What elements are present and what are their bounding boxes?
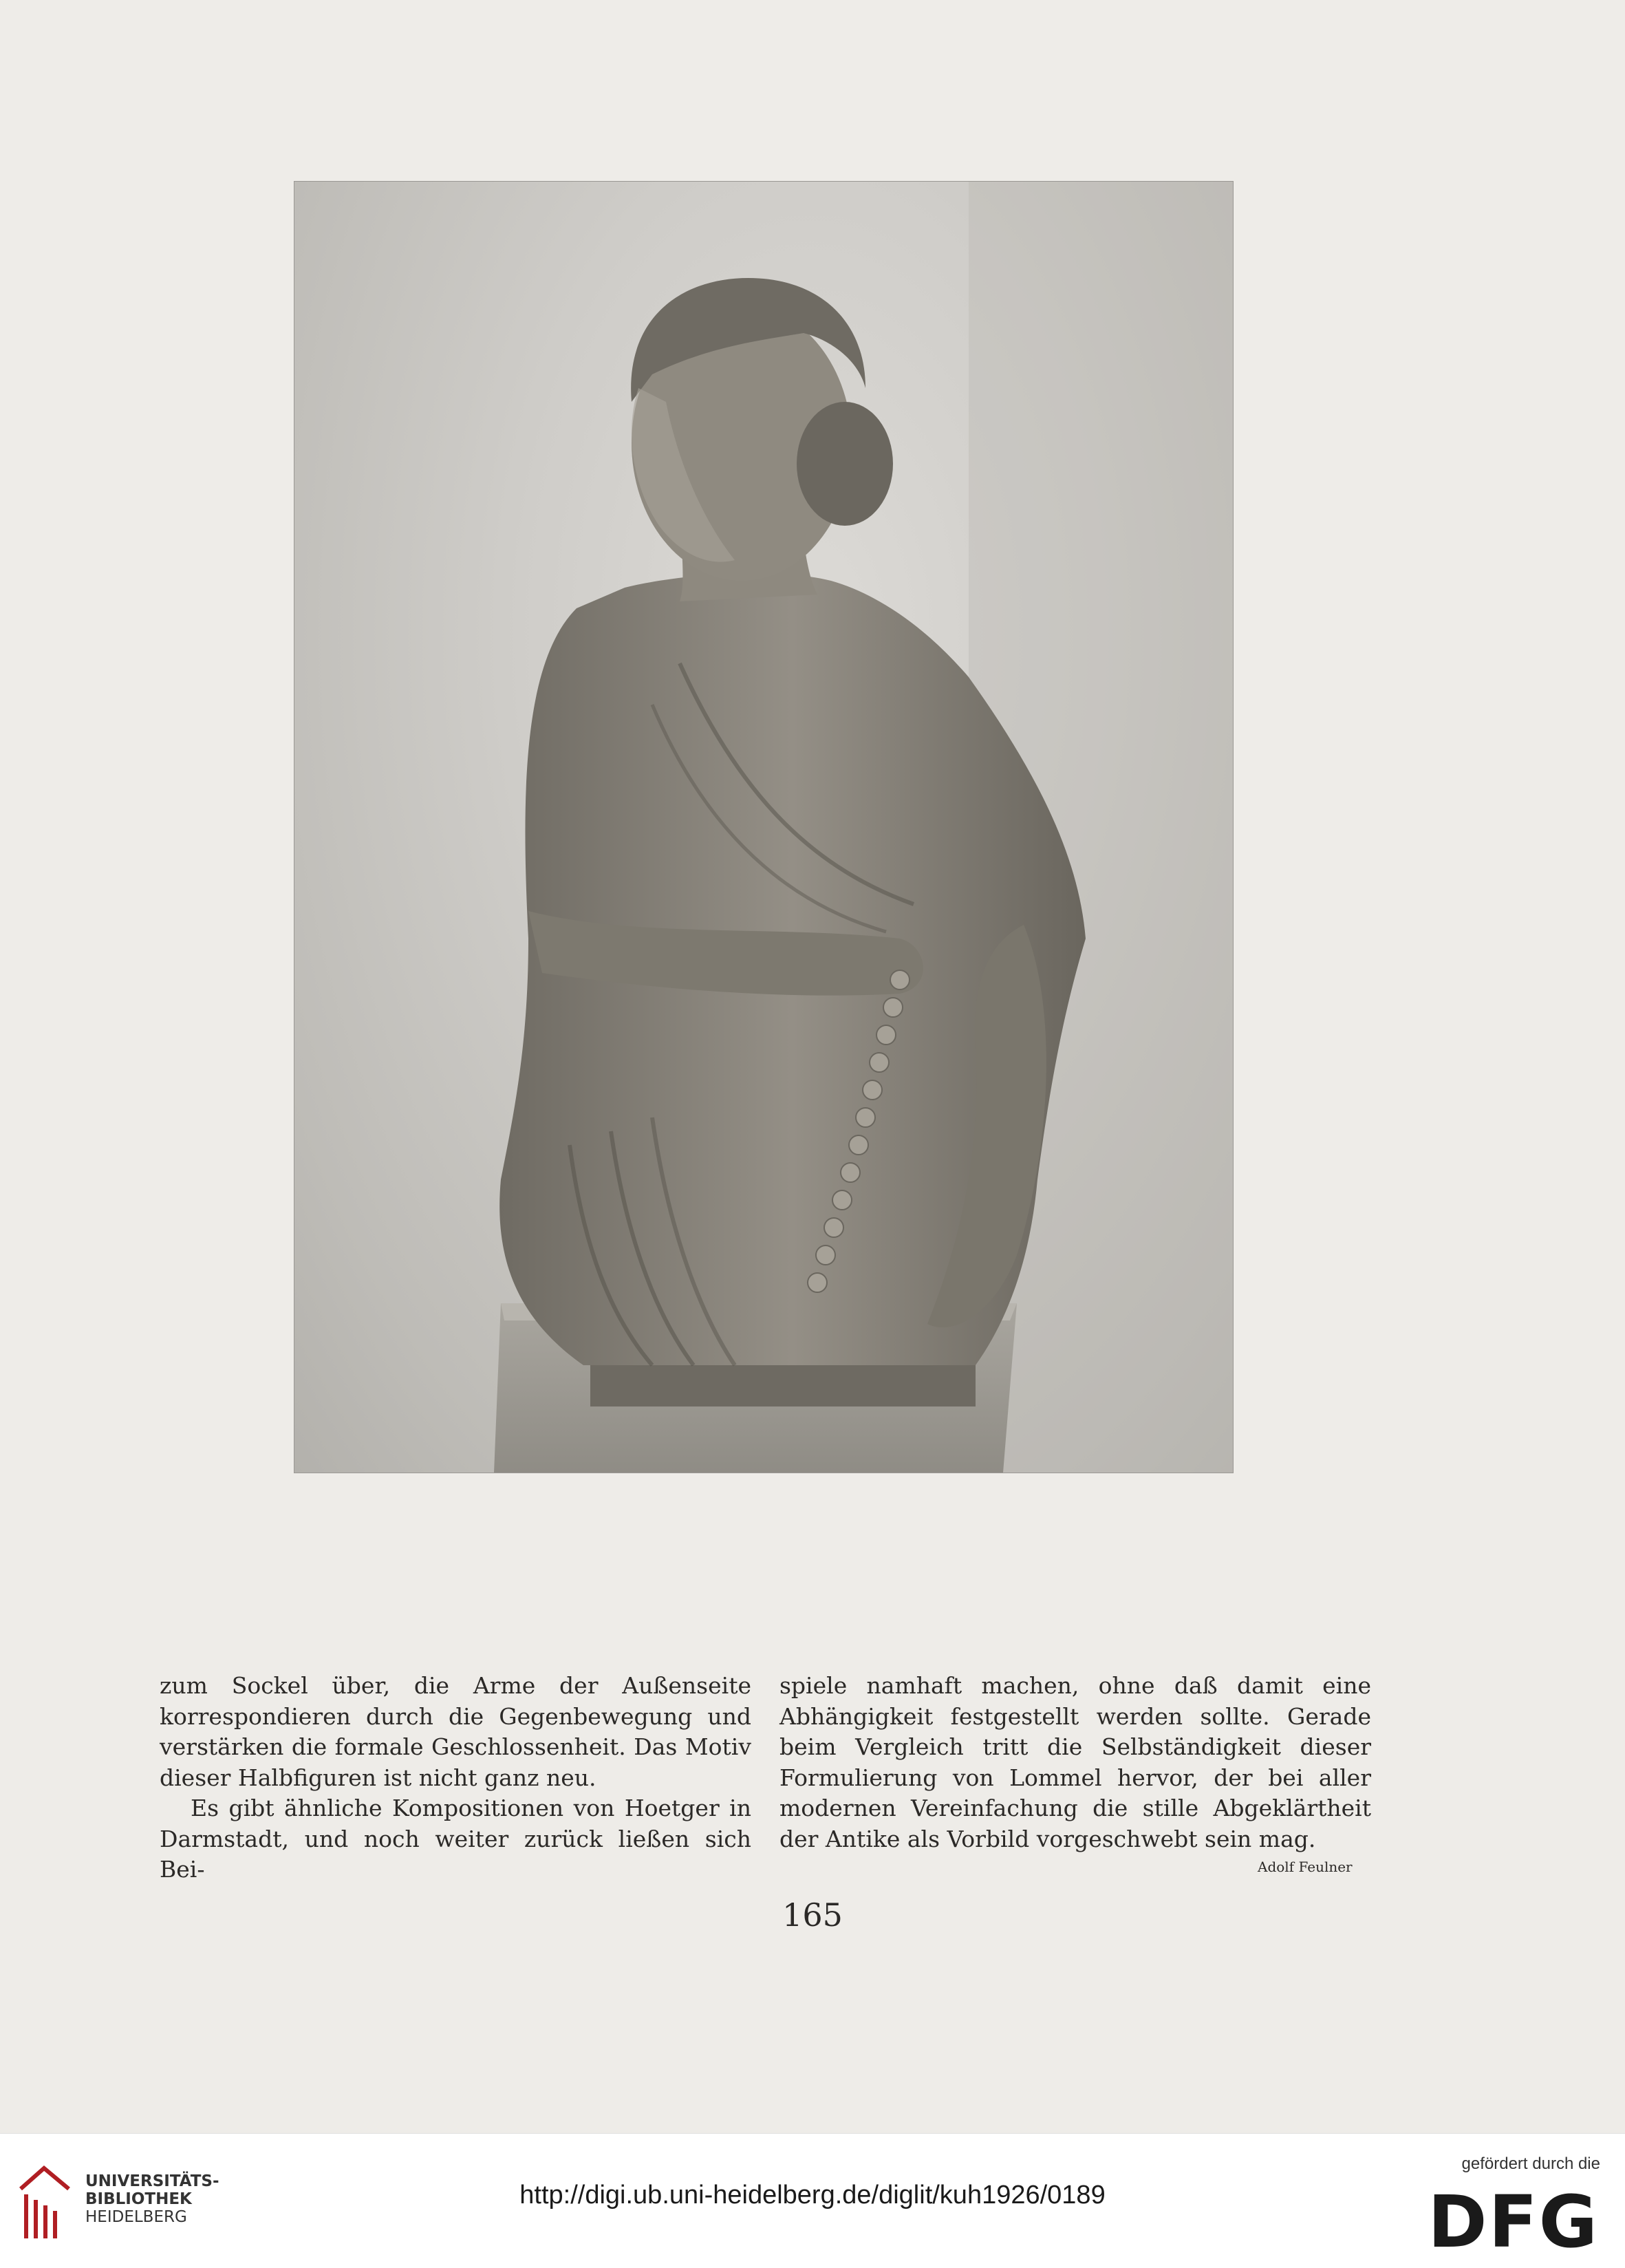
sculpture-photograph (294, 181, 1234, 1473)
paragraph: zum Sockel über, die Arme der Außenseite korrespondieren durch die Gegenbewegung und verstärken die formale Geschlossenheit. Das Motiv dieser Halbfiguren ist nicht ganz neu. (160, 1672, 751, 1791)
page-number: 165 (782, 1896, 843, 1934)
library-name-line: HEIDELBERG (85, 2208, 187, 2226)
text-column-left (160, 1671, 751, 1885)
paragraph: Es gibt ähnliche Kompositionen von Hoetger in Darmstadt, und noch weiter zurück ließen sich Bei- (160, 1795, 751, 1883)
author-signature: Adolf Feulner (1258, 1859, 1353, 1875)
permalink-url[interactable]: http://digi.ub.uni-heidelberg.de/diglit/kuh1926/0189 (519, 2181, 1106, 2210)
library-name-line: BIBLIOTHEK (85, 2190, 192, 2208)
text-column-right (779, 1671, 1371, 1854)
funded-by-label: gefördert durch die (1461, 2154, 1600, 2173)
sculpture-illustration (294, 182, 1233, 1473)
footer-bar (0, 2133, 1625, 2268)
paragraph: spiele namhaft machen, ohne daß damit eine Abhängigkeit festgestellt werden sollte. Gerade beim Vergleich tritt die Selbständigkeit dieser Formulierung von Lommel hervor, der bei aller modernen Vereinfachung die stille Abgeklärtheit der Antike als Vorbild vorgeschwebt sein mag. (779, 1672, 1371, 1852)
dfg-logo: DFG (1428, 2180, 1599, 2264)
library-name-line: UNIVERSITÄTS- (85, 2172, 219, 2190)
